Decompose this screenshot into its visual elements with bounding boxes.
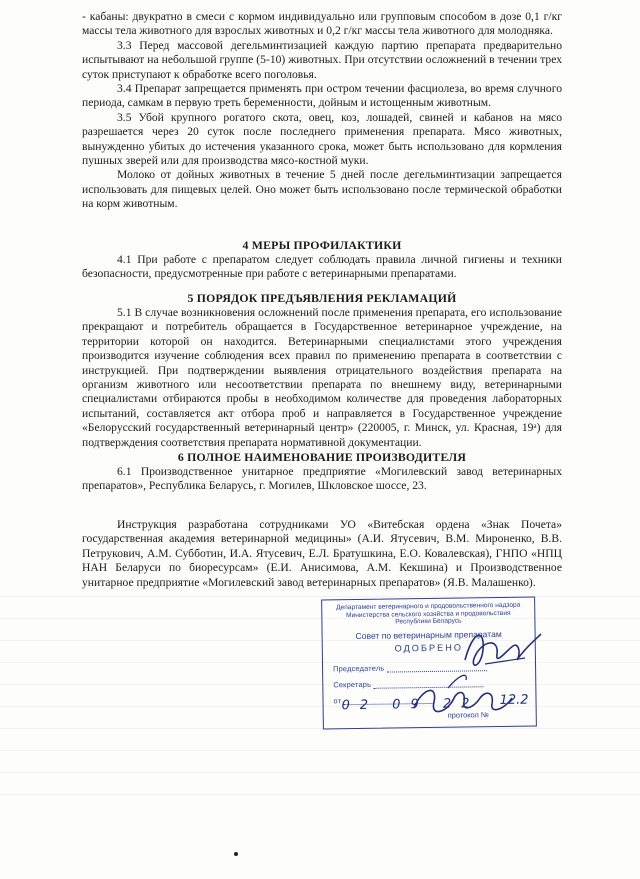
page-mark [234, 852, 238, 856]
paragraph-credits: Инструкция разработана сотрудниками УО «Витебская ордена «Знак Почета» государственная академия ветеринарной медицины» (А.И. Ятусевич, В.М. Мироненко, В.В. Петрукович, А.М. Субботин, И.А. Ятусевич, Е.Л. Братушкина, Е.О. Ковалевская), ГНПО «НПЦ НАН Беларуси по биоресурсам» (Е.И. Анисимова, А.М. Кекшина) и Производственное унитарное предприятие «Могилевский завод ветеринарных препаратов» (Я.В. Малашенко). [82, 518, 562, 589]
paragraph-milk: Молоко от дойных животных в течение 5 дней после дегельминтизации запрещается использовать для пищевых целей. Оно может быть использовано после термической обработки на корм животным. [82, 168, 562, 211]
stamp-from-label: от [333, 696, 342, 706]
bleed-through [0, 585, 640, 815]
stamp-chair-line [387, 662, 487, 672]
section5-body [82, 306, 562, 450]
credits-block [82, 518, 562, 590]
stamp-secretary-label: Секретарь [333, 679, 372, 690]
stamp-handwritten-protocol-number: 12.2 [499, 692, 529, 709]
section6-heading: 6 ПОЛНОЕ НАИМЕНОВАНИЕ ПРОИЗВОДИТЕЛЯ [177, 450, 467, 464]
stamp-organization: Департамент ветеринарного и продовольственного надзора Министерства сельского хозяйства и продовольствия Республики Беларусь [335, 601, 521, 626]
stamp-secretary-line [373, 678, 483, 689]
paragraph-boars-dose: - кабаны: двукратно в смеси с кормом индивидуально или групповым способом в дозе 0,1 г/кг массы тела животного для взрослых животных и 0,2 г/кг массы тела животного для молодняка. [82, 10, 562, 38]
paragraph-3-3: 3.3 Перед массовой дегельминтизацией каждую партию препарата предварительно испытывают на небольшой группе (5-10) животных. При отсутствии осложнений в течении трех суток приступают к обработке всего поголовья. [82, 38, 562, 81]
paragraph-6-1: 6.1 Производственное унитарное предприятие «Могилевский завод ветеринарных препаратов», Республика Беларусь, г. Могилев, Шкловское шоссе, 23. [82, 465, 562, 493]
stamp-handwritten-date: 02 09 22 [341, 696, 480, 714]
stamp-approved: ОДОБРЕНО [394, 642, 464, 654]
section5-heading: 5 ПОРЯДОК ПРЕДЪЯВЛЕНИЯ РЕКЛАМАЦИЙ [187, 291, 457, 305]
stamp-chair-label: Председатель [333, 663, 385, 674]
section4-body [82, 253, 562, 282]
stamp-secretary-row [333, 678, 483, 689]
paragraph-5-1: 5.1 В случае возникновения осложнений после применения препарата, его использование прекращают и потребитель обращается в Государственное ветеринарное учреждение, на территории которой он находится. Ветеринарными специалистами этого учреждения производится изучение соблюдения всех правил по применению препарата в соответствии с инструкцией. При подтверждении выявления отрицательного воздействия препарата на организм животного или несоответствии препарата по внешнему виду, ветеринарными специалистами отбираются пробы в необходимом количестве для проведения лабораторных испытаний, составляется акт отбора проб и направляется в Государственное учреждение «Белорусский государственный ветеринарный центр» (220005, г. Минск, ул. Красная, 19ᵃ) для подтверждения соответствия препарата нормативной документации. [82, 306, 562, 449]
paragraph-3-4: 3.4 Препарат запрещается применять при остром течении фасциолеза, во время случного периода, самкам в первую треть беременности, дойным и истощенным животным. [82, 82, 562, 110]
stamp-protocol-label: протокол № [447, 710, 489, 720]
paragraph-3-5: 3.5 Убой крупного рогатого скота, овец, коз, лошадей, свиней и кабанов на мясо разрешается через 20 суток после последнего применения препарата. Мясо животных, вынужденно убитых до истечения указанного срока, может быть использовано для кормления пушных зверей или для производства мясо-костной муки. [82, 110, 562, 168]
stamp-chair-row [333, 662, 487, 673]
section6-body [82, 465, 562, 494]
stamp-council: Совет по ветеринарным препаратам [355, 628, 502, 641]
approval-stamp [321, 597, 537, 730]
section3-continuation [82, 10, 562, 212]
paragraph-4-1: 4.1 При работе с препаратом следует соблюдать правила личной гигиены и техники безопасности, предусмотренные при работе с ветеринарными препаратами. [82, 253, 562, 281]
section4-heading: 4 МЕРЫ ПРОФИЛАКТИКИ [242, 238, 402, 252]
